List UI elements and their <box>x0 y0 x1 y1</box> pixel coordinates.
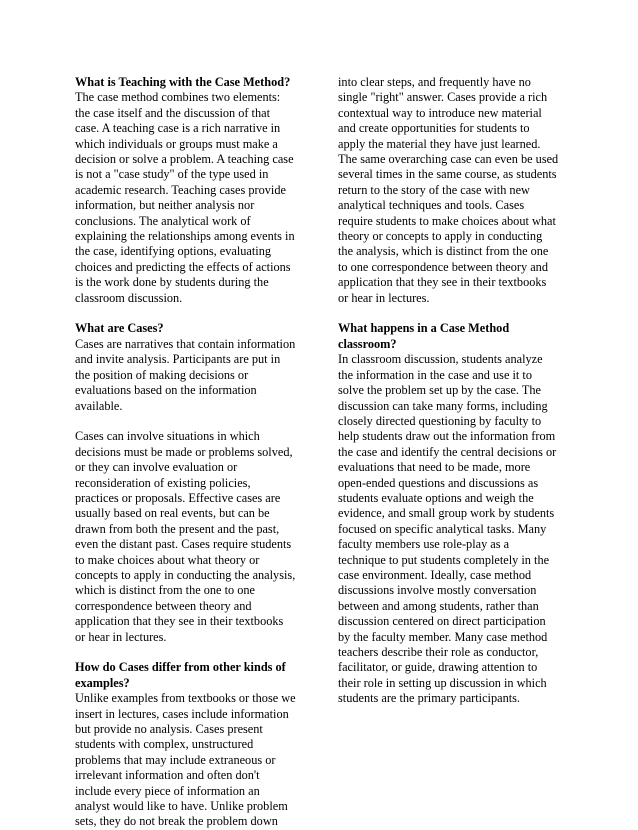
section-heading-cases-differ: How do Cases differ from other kinds of examples? <box>75 660 286 690</box>
left-column <box>75 75 307 830</box>
paragraph-cases-situations: Cases can involve situations in which decisions must be made or problems solved, or they can involve evaluation or reconsideration of existing policies, practices or proposals. Effective cases are usually based on real events, but can be drawn from both the present and the past, even the distant past. Cases require students to make choices about what theory or concepts to apply in conducting the analysis, which is distinct from the one to one correspondence between theory and application that they see in their textbooks or hear in lectures. <box>75 429 296 644</box>
paragraph-cases-narratives: Cases are narratives that contain information and invite analysis. Participants are put in the position of making decisions or evaluations based on the information available. <box>75 336 296 413</box>
paragraph-classroom-discussion: In classroom discussion, students analyze the information in the case and use it to solve the problem set up by the case. The discussion can take many forms, including closely directed questioning by faculty to help students draw out the information from the case and identify the central decisions or evaluations that need to be made, more open-ended questions and discussions as students evaluate options and weigh the evidence, and small group work by students focused on specific analytical tasks. Many faculty members use role-play as a technique to put students completely in the case environment. Ideally, case method discussions involve mostly conversation between and among students, rather than discussion centered on direct participation by the faculty member. Many case method teachers describe their role as conductor, facilitator, or guide, drawing attention to their role in setting up discussion in which students are the primary participants. <box>338 352 557 706</box>
paragraph-case-method-elements: The case method combines two elements: the case itself and the discussion of that case. A teaching case is a rich narrative in which individuals or groups must make a decision or solve a problem. A teaching case is not a "case study" of the type used in academic research. Teaching cases provide information, but neither analysis nor conclusions. The analytical work of explaining the relationships among events in the case, identifying options, evaluating choices and predicting the effects of actions is the work done by students during the classroom discussion. <box>75 90 295 305</box>
section-heading-case-method-classroom: What happens in a Case Method classroom? <box>338 321 510 351</box>
section-heading-what-are-cases: What are Cases? <box>75 321 164 336</box>
right-column <box>338 75 570 707</box>
section-heading-teaching-case-method: What is Teaching with the Case Method? <box>75 75 291 89</box>
paragraph-cases-differ-continued: into clear steps, and frequently have no single "right" answer. Cases provide a rich contextual way to introduce new material and create opportunities for students to apply the material they have just learned. The same overarching case can even be used several times in the same course, as students return to the story of the case with new analytical techniques and tools. Cases require students to make choices about what theory or concepts to apply in conducting the analysis, which is distinct from the one to one correspondence between theory and application that they see in their textbooks or hear in lectures. <box>338 75 559 305</box>
paragraph-cases-differ: Unlike examples from textbooks or those we insert in lectures, cases include information but provide no analysis. Cases present students with complex, unstructured problems that may include extraneous or irrelevant information and often don't include every piece of information an analyst would like to have. Unlike problem sets, they do not break the problem down <box>75 691 296 829</box>
